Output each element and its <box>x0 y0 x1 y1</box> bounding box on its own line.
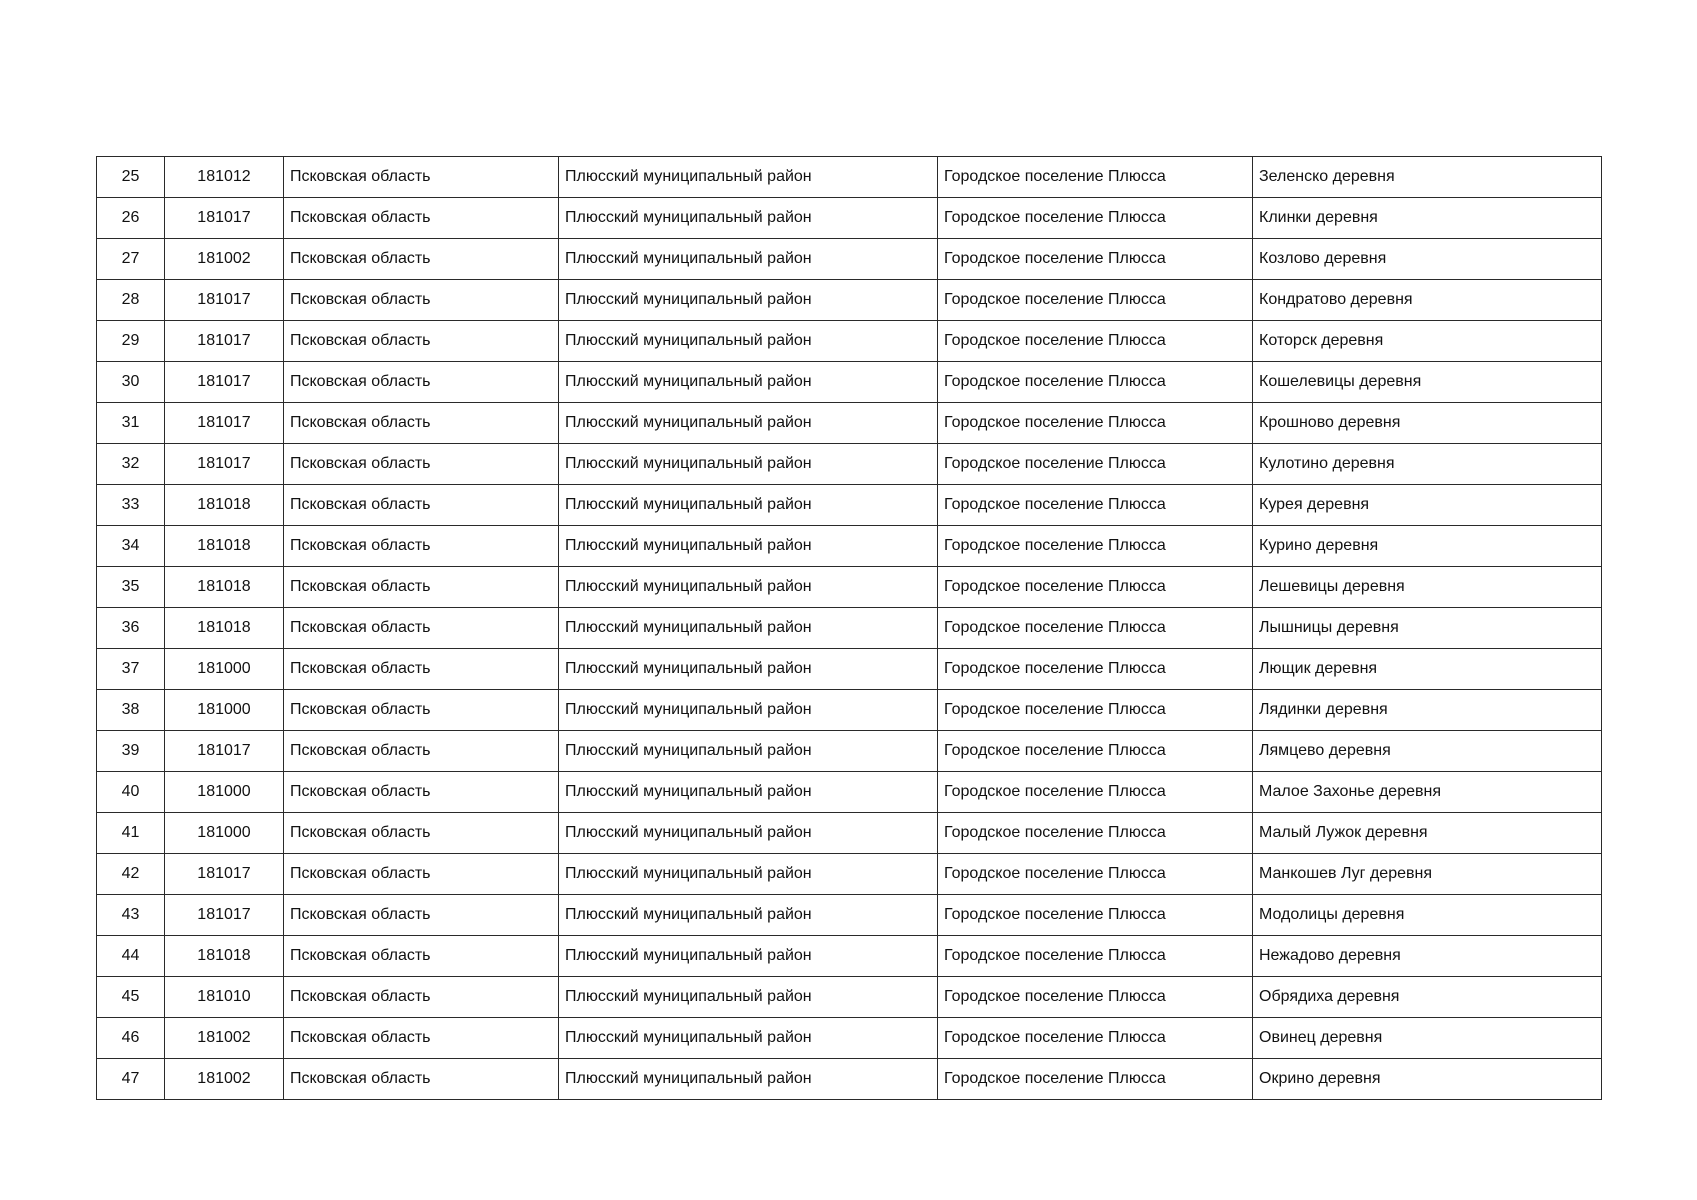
postal-code-cell: 181017 <box>165 362 284 403</box>
district-cell: Плюсский муниципальный район <box>559 403 938 444</box>
locality-cell: Крошново деревня <box>1253 403 1602 444</box>
row-number-cell: 39 <box>97 731 165 772</box>
district-cell: Плюсский муниципальный район <box>559 567 938 608</box>
row-number-cell: 36 <box>97 608 165 649</box>
locality-cell: Козлово деревня <box>1253 239 1602 280</box>
table-row <box>97 321 1602 362</box>
settlement-cell: Городское поселение Плюсса <box>938 444 1253 485</box>
row-number-cell: 25 <box>97 157 165 198</box>
postal-code-cell: 181017 <box>165 198 284 239</box>
locality-cell: Модолицы деревня <box>1253 895 1602 936</box>
region-cell: Псковская область <box>284 157 559 198</box>
row-number-cell: 38 <box>97 690 165 731</box>
postal-code-cell: 181018 <box>165 936 284 977</box>
district-cell: Плюсский муниципальный район <box>559 936 938 977</box>
postal-code-cell: 181017 <box>165 854 284 895</box>
settlement-cell: Городское поселение Плюсса <box>938 649 1253 690</box>
row-number-cell: 45 <box>97 977 165 1018</box>
locality-cell: Окрино деревня <box>1253 1059 1602 1100</box>
table-row <box>97 157 1602 198</box>
region-cell: Псковская область <box>284 485 559 526</box>
locality-cell: Которск деревня <box>1253 321 1602 362</box>
region-cell: Псковская область <box>284 362 559 403</box>
postal-code-cell: 181010 <box>165 977 284 1018</box>
district-cell: Плюсский муниципальный район <box>559 321 938 362</box>
postal-code-cell: 181017 <box>165 444 284 485</box>
region-cell: Псковская область <box>284 444 559 485</box>
locality-cell: Лышницы деревня <box>1253 608 1602 649</box>
row-number-cell: 41 <box>97 813 165 854</box>
row-number-cell: 33 <box>97 485 165 526</box>
district-cell: Плюсский муниципальный район <box>559 690 938 731</box>
postal-code-cell: 181002 <box>165 1018 284 1059</box>
locality-cell: Обрядиха деревня <box>1253 977 1602 1018</box>
row-number-cell: 29 <box>97 321 165 362</box>
settlement-cell: Городское поселение Плюсса <box>938 608 1253 649</box>
locality-cell: Овинец деревня <box>1253 1018 1602 1059</box>
region-cell: Псковская область <box>284 813 559 854</box>
district-cell: Плюсский муниципальный район <box>559 854 938 895</box>
row-number-cell: 44 <box>97 936 165 977</box>
table-row <box>97 813 1602 854</box>
district-cell: Плюсский муниципальный район <box>559 772 938 813</box>
district-cell: Плюсский муниципальный район <box>559 444 938 485</box>
locality-cell: Лямцево деревня <box>1253 731 1602 772</box>
settlement-cell: Городское поселение Плюсса <box>938 280 1253 321</box>
region-cell: Псковская область <box>284 567 559 608</box>
region-cell: Псковская область <box>284 977 559 1018</box>
locality-cell: Кулотино деревня <box>1253 444 1602 485</box>
row-number-cell: 43 <box>97 895 165 936</box>
row-number-cell: 28 <box>97 280 165 321</box>
district-cell: Плюсский муниципальный район <box>559 157 938 198</box>
row-number-cell: 34 <box>97 526 165 567</box>
district-cell: Плюсский муниципальный район <box>559 485 938 526</box>
region-cell: Псковская область <box>284 690 559 731</box>
settlement-cell: Городское поселение Плюсса <box>938 690 1253 731</box>
table-row <box>97 936 1602 977</box>
settlement-cell: Городское поселение Плюсса <box>938 731 1253 772</box>
settlement-cell: Городское поселение Плюсса <box>938 772 1253 813</box>
table-row <box>97 567 1602 608</box>
region-cell: Псковская область <box>284 649 559 690</box>
district-cell: Плюсский муниципальный район <box>559 977 938 1018</box>
postal-code-cell: 181000 <box>165 649 284 690</box>
district-cell: Плюсский муниципальный район <box>559 649 938 690</box>
postal-code-cell: 181002 <box>165 239 284 280</box>
region-cell: Псковская область <box>284 280 559 321</box>
district-cell: Плюсский муниципальный район <box>559 1059 938 1100</box>
locality-cell: Нежадово деревня <box>1253 936 1602 977</box>
postal-code-cell: 181018 <box>165 485 284 526</box>
locality-cell: Зеленско деревня <box>1253 157 1602 198</box>
row-number-cell: 37 <box>97 649 165 690</box>
district-cell: Плюсский муниципальный район <box>559 1018 938 1059</box>
region-cell: Псковская область <box>284 1018 559 1059</box>
settlement-cell: Городское поселение Плюсса <box>938 813 1253 854</box>
locality-cell: Лешевицы деревня <box>1253 567 1602 608</box>
locality-cell: Лющик деревня <box>1253 649 1602 690</box>
district-cell: Плюсский муниципальный район <box>559 198 938 239</box>
table-row <box>97 977 1602 1018</box>
locality-cell: Манкошев Луг деревня <box>1253 854 1602 895</box>
district-cell: Плюсский муниципальный район <box>559 608 938 649</box>
region-cell: Псковская область <box>284 198 559 239</box>
table-body <box>97 157 1602 1100</box>
region-cell: Псковская область <box>284 608 559 649</box>
region-cell: Псковская область <box>284 772 559 813</box>
settlement-cell: Городское поселение Плюсса <box>938 854 1253 895</box>
district-cell: Плюсский муниципальный район <box>559 895 938 936</box>
district-cell: Плюсский муниципальный район <box>559 813 938 854</box>
table-row <box>97 362 1602 403</box>
table-row <box>97 444 1602 485</box>
table-row <box>97 1018 1602 1059</box>
row-number-cell: 47 <box>97 1059 165 1100</box>
table-row <box>97 485 1602 526</box>
postal-code-cell: 181017 <box>165 280 284 321</box>
settlement-cell: Городское поселение Плюсса <box>938 526 1253 567</box>
postal-code-cell: 181017 <box>165 321 284 362</box>
locality-cell: Малое Захонье деревня <box>1253 772 1602 813</box>
row-number-cell: 26 <box>97 198 165 239</box>
address-table <box>96 156 1602 1100</box>
row-number-cell: 32 <box>97 444 165 485</box>
table-row <box>97 690 1602 731</box>
locality-cell: Лядинки деревня <box>1253 690 1602 731</box>
region-cell: Псковская область <box>284 854 559 895</box>
postal-code-cell: 181012 <box>165 157 284 198</box>
district-cell: Плюсский муниципальный район <box>559 280 938 321</box>
postal-code-cell: 181018 <box>165 608 284 649</box>
settlement-cell: Городское поселение Плюсса <box>938 321 1253 362</box>
settlement-cell: Городское поселение Плюсса <box>938 895 1253 936</box>
postal-code-cell: 181018 <box>165 567 284 608</box>
row-number-cell: 46 <box>97 1018 165 1059</box>
postal-code-cell: 181017 <box>165 403 284 444</box>
settlement-cell: Городское поселение Плюсса <box>938 198 1253 239</box>
table-row <box>97 731 1602 772</box>
region-cell: Псковская область <box>284 403 559 444</box>
locality-cell: Курино деревня <box>1253 526 1602 567</box>
table-row <box>97 280 1602 321</box>
table-row <box>97 649 1602 690</box>
table-row <box>97 239 1602 280</box>
document-page <box>96 156 1601 1100</box>
postal-code-cell: 181018 <box>165 526 284 567</box>
table-row <box>97 772 1602 813</box>
region-cell: Псковская область <box>284 1059 559 1100</box>
locality-cell: Клинки деревня <box>1253 198 1602 239</box>
table-row <box>97 854 1602 895</box>
table-row <box>97 403 1602 444</box>
row-number-cell: 40 <box>97 772 165 813</box>
settlement-cell: Городское поселение Плюсса <box>938 567 1253 608</box>
district-cell: Плюсский муниципальный район <box>559 731 938 772</box>
settlement-cell: Городское поселение Плюсса <box>938 936 1253 977</box>
region-cell: Псковская область <box>284 526 559 567</box>
region-cell: Псковская область <box>284 239 559 280</box>
settlement-cell: Городское поселение Плюсса <box>938 157 1253 198</box>
locality-cell: Курея деревня <box>1253 485 1602 526</box>
row-number-cell: 42 <box>97 854 165 895</box>
postal-code-cell: 181000 <box>165 813 284 854</box>
settlement-cell: Городское поселение Плюсса <box>938 403 1253 444</box>
locality-cell: Малый Лужок деревня <box>1253 813 1602 854</box>
postal-code-cell: 181002 <box>165 1059 284 1100</box>
settlement-cell: Городское поселение Плюсса <box>938 1059 1253 1100</box>
region-cell: Псковская область <box>284 321 559 362</box>
row-number-cell: 30 <box>97 362 165 403</box>
settlement-cell: Городское поселение Плюсса <box>938 362 1253 403</box>
locality-cell: Кондратово деревня <box>1253 280 1602 321</box>
settlement-cell: Городское поселение Плюсса <box>938 485 1253 526</box>
settlement-cell: Городское поселение Плюсса <box>938 977 1253 1018</box>
locality-cell: Кошелевицы деревня <box>1253 362 1602 403</box>
district-cell: Плюсский муниципальный район <box>559 526 938 567</box>
postal-code-cell: 181017 <box>165 895 284 936</box>
postal-code-cell: 181000 <box>165 690 284 731</box>
region-cell: Псковская область <box>284 936 559 977</box>
table-row <box>97 198 1602 239</box>
district-cell: Плюсский муниципальный район <box>559 362 938 403</box>
region-cell: Псковская область <box>284 731 559 772</box>
row-number-cell: 31 <box>97 403 165 444</box>
region-cell: Псковская область <box>284 895 559 936</box>
district-cell: Плюсский муниципальный район <box>559 239 938 280</box>
postal-code-cell: 181017 <box>165 731 284 772</box>
row-number-cell: 27 <box>97 239 165 280</box>
row-number-cell: 35 <box>97 567 165 608</box>
table-row <box>97 608 1602 649</box>
settlement-cell: Городское поселение Плюсса <box>938 239 1253 280</box>
postal-code-cell: 181000 <box>165 772 284 813</box>
settlement-cell: Городское поселение Плюсса <box>938 1018 1253 1059</box>
table-row <box>97 895 1602 936</box>
table-row <box>97 526 1602 567</box>
table-row <box>97 1059 1602 1100</box>
